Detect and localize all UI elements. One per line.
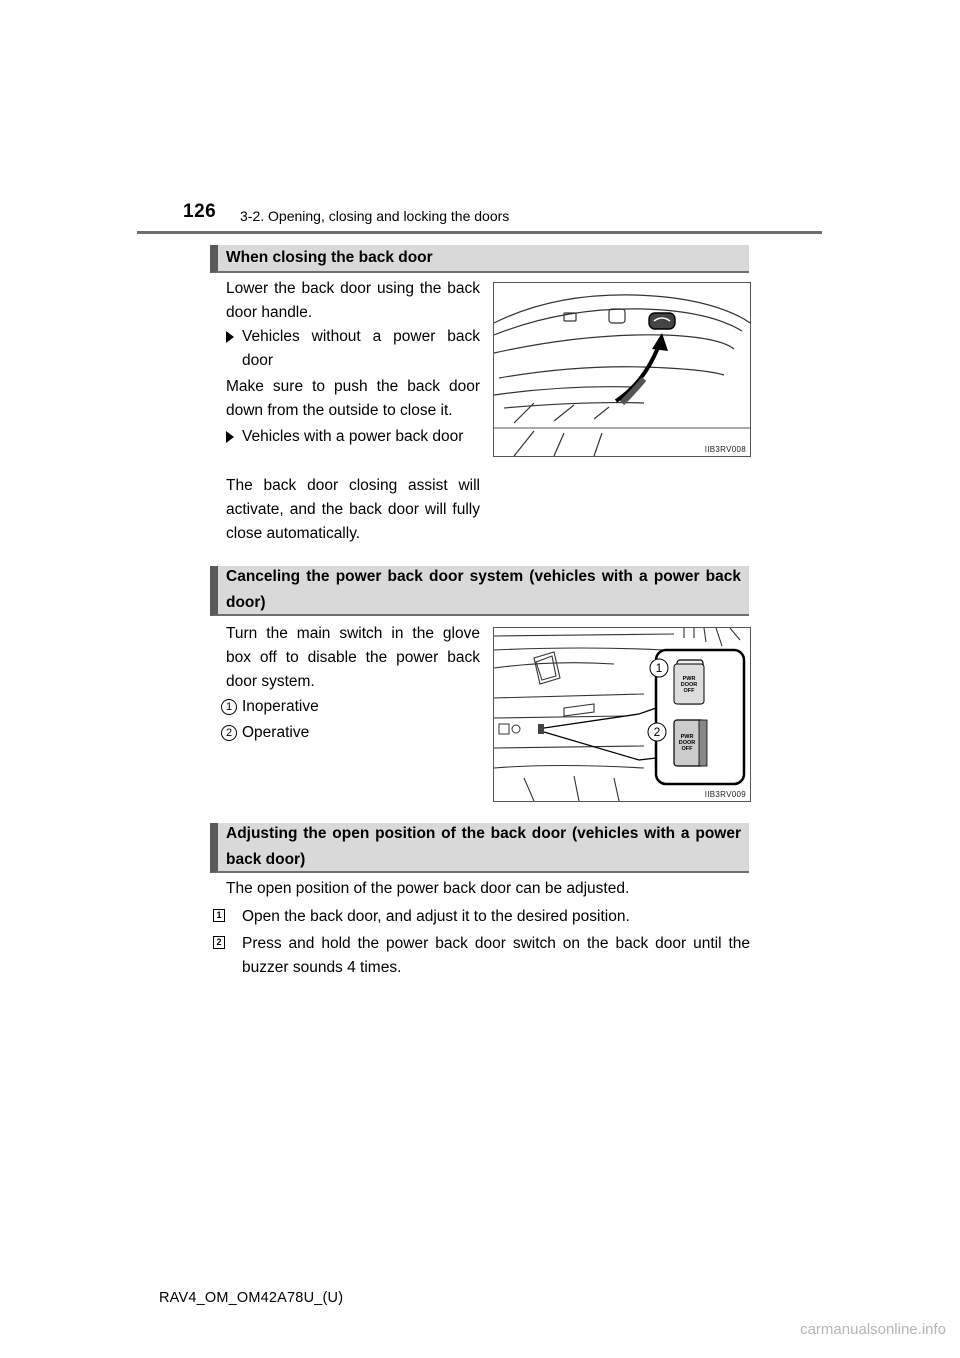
figure-code-2: IIB3RV009 bbox=[704, 790, 746, 799]
list-item-operative bbox=[221, 723, 421, 745]
circled-number-1: 1 bbox=[221, 699, 237, 715]
step-2 bbox=[216, 932, 750, 980]
section-heading-adjusting bbox=[210, 823, 749, 873]
section-heading-closing-text: When closing the back door bbox=[226, 249, 433, 266]
switch-1-line-1: PWR bbox=[682, 676, 696, 682]
step-number-1: 1 bbox=[213, 909, 225, 922]
circled-number-2: 2 bbox=[221, 725, 237, 741]
closing-assist-text: The back door closing assist will activate, and the back door will fully close automatically. bbox=[226, 477, 480, 542]
step-number-2: 2 bbox=[213, 936, 225, 949]
section-heading-canceling-text: Canceling the power back door system (vehicles with a power back door) bbox=[226, 568, 741, 611]
figure-callout-2: 2 bbox=[653, 725, 661, 739]
figure-code-1: IIB3RV008 bbox=[704, 445, 746, 454]
step-1-text: Open the back door, and adjust it to the desired position. bbox=[242, 908, 630, 925]
header-rule bbox=[137, 231, 822, 234]
list-item-inoperative bbox=[221, 697, 421, 719]
switch-1-line-2: DOOR bbox=[680, 682, 698, 688]
figure-callout-1: 1 bbox=[655, 661, 663, 675]
switch-2-line-2: DOOR bbox=[678, 740, 696, 746]
canceling-intro-text: Turn the main switch in the glove box off to disable the power back door system. bbox=[226, 625, 480, 690]
switch-1-line-3: OFF bbox=[683, 688, 695, 694]
document-code: RAV4_OM_OM42A78U_(U) bbox=[159, 1290, 344, 1306]
bullet-with-power-door bbox=[242, 425, 480, 449]
bullet-with-power-door-text: Vehicles with a power back door bbox=[242, 428, 464, 445]
adjusting-intro-text: The open position of the power back door can be adjusted. bbox=[226, 880, 630, 897]
switch-2-line-3: OFF bbox=[681, 746, 693, 752]
back-door-handle-illustration bbox=[494, 283, 750, 456]
bullet-arrow-icon bbox=[226, 331, 234, 343]
chapter-title: 3-2. Opening, closing and locking the doors bbox=[240, 208, 510, 224]
switch-2-line-1: PWR bbox=[680, 734, 694, 740]
item-inoperative-label: Inoperative bbox=[242, 698, 319, 715]
page-number: 126 bbox=[183, 201, 217, 222]
bullet-without-power-door-text: Vehicles without a power back door bbox=[242, 328, 480, 369]
section-heading-closing bbox=[210, 245, 749, 273]
closing-manual-text: Make sure to push the back door down from the outside to close it. bbox=[226, 378, 480, 419]
bullet-without-power-door bbox=[242, 325, 480, 373]
step-1 bbox=[216, 905, 750, 929]
glove-box-switch-figure bbox=[493, 627, 751, 802]
back-door-handle-figure bbox=[493, 282, 751, 457]
section-heading-canceling bbox=[210, 566, 749, 616]
bullet-arrow-icon bbox=[226, 431, 234, 443]
step-2-text: Press and hold the power back door switch on the back door until the buzzer sounds 4 times. bbox=[242, 935, 750, 976]
section-heading-adjusting-text: Adjusting the open position of the back door (vehicles with a power back door) bbox=[226, 825, 741, 868]
watermark: carmanualsonline.info bbox=[800, 1321, 946, 1338]
closing-intro-text: Lower the back door using the back door handle. bbox=[226, 280, 480, 321]
glove-box-illustration bbox=[494, 628, 750, 801]
item-operative-label: Operative bbox=[242, 724, 310, 741]
